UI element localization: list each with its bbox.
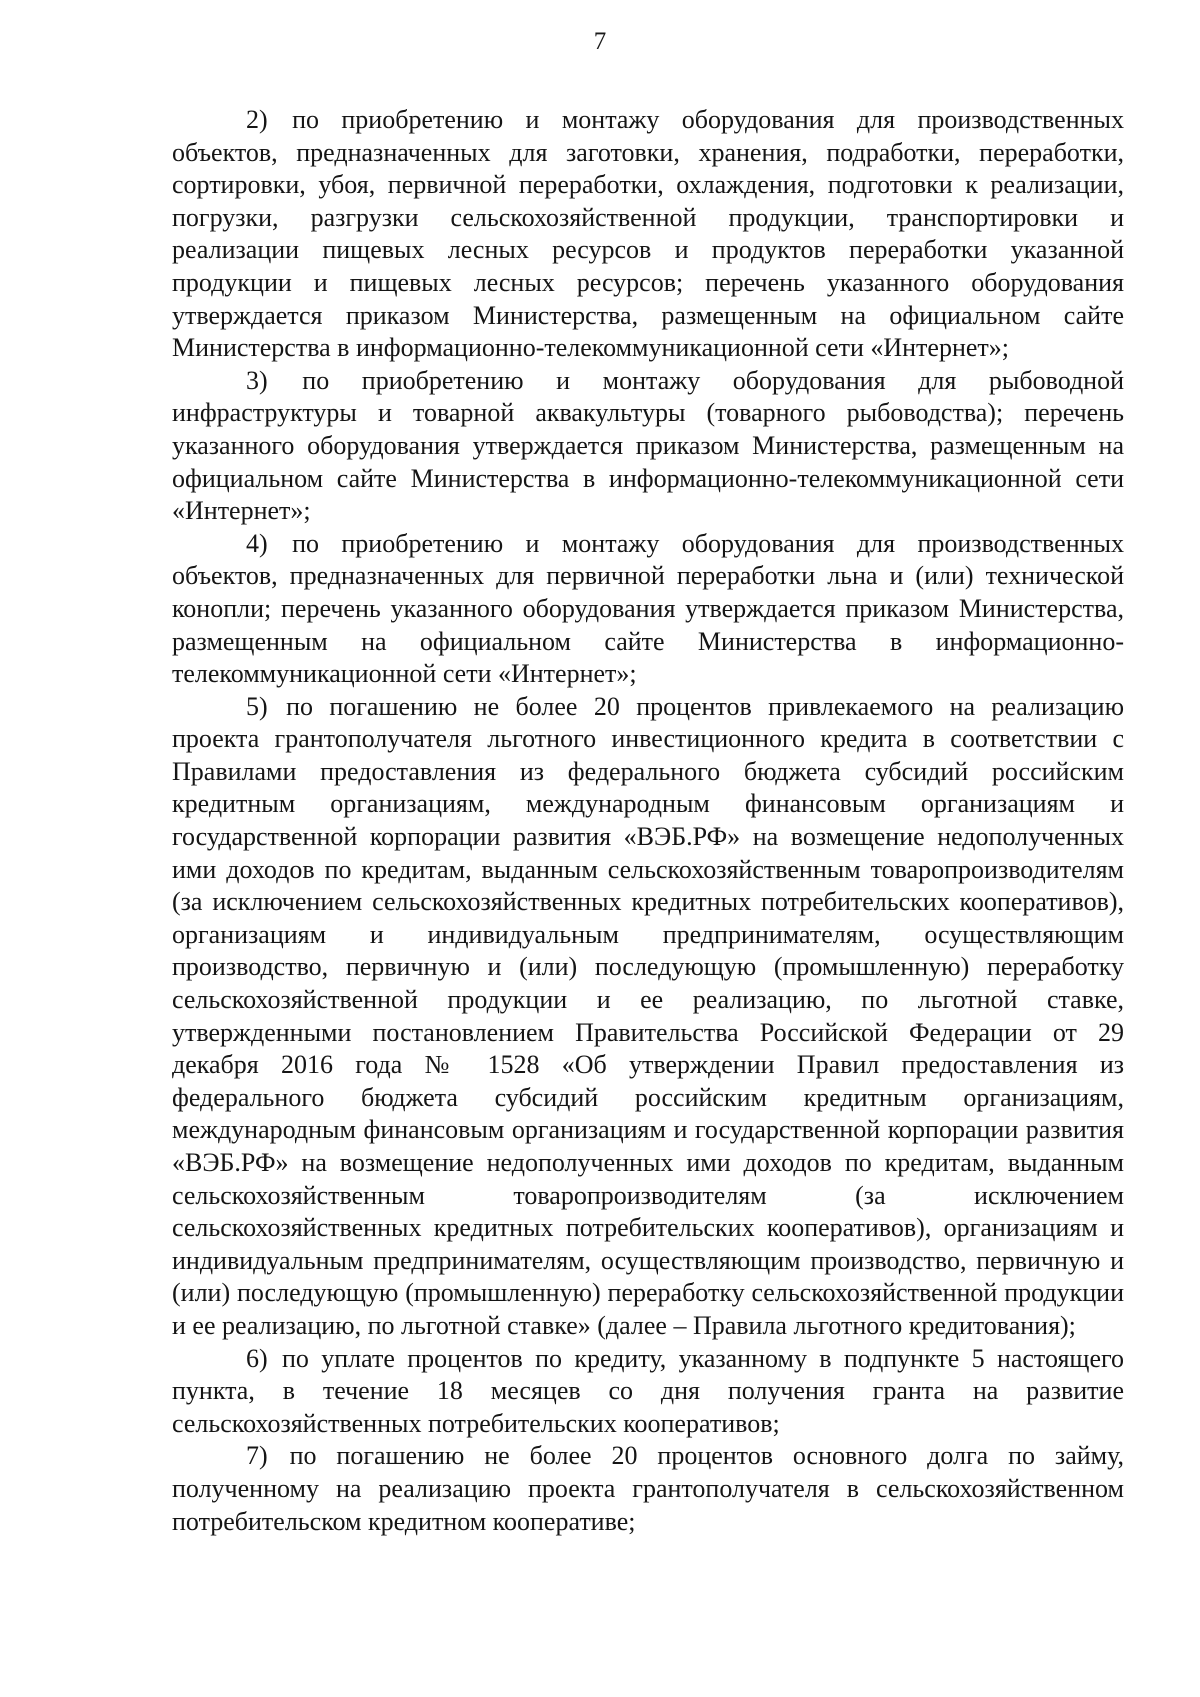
page-number: 7 (593, 28, 607, 55)
item-text: по приобретению и монтажу оборудования для рыбоводной инфраструктуры и товарной аквакультуры (товарного рыбоводства); перечень указанного оборудования утверждается приказом Министерства, размещенным на официальном сайте Министерства в информационно-телекоммуникационной сети «Интернет»; (172, 365, 1125, 526)
item-text: по погашению не более 20 процентов привлекаемого на реализацию проекта грантополучателя льготного инвестиционного кредита в соответствии с Правилами предоставления из федерального бюджета субсидий российским кредитным организациям, международным финансовым организациям и государственной корпорации развития «ВЭБ.РФ» на возмещение недополученных ими доходов по кредитам, выданным сельскохозяйственным товаропроизводителям (за исключением сельскохозяйственных кредитных потребительских кооперативов), организациям и индивидуальным предпринимателям, осуществляющим производство, первичную и (или) последующую (промышленную) переработку сельскохозяйственной продукции и ее реализацию, по льготной ставке, утвержденными постановлением Правительства Российской Федерации от 29 декабря 2016 года № 1528 «Об утверждении Правил предоставления из федерального бюджета субсидий российским кредитным организациям, международным финансовым организациям и государственной корпорации развития «ВЭБ.РФ» на возмещение недополученных ими доходов по кредитам, выданным сельскохозяйственным товаропроизводителям (за исключением сельскохозяйственных кредитных потребительских кооперативов), организациям и индивидуальным предпринимателям, осуществляющим производство, первичную и (или) последующую (промышленную) переработку сельскохозяйственной продукции и ее реализацию, по льготной ставке» (далее – Правила льготного кредитования); (172, 691, 1125, 1340)
list-item-7 (172, 1440, 1124, 1538)
list-item-4 (172, 528, 1124, 691)
item-text: по уплате процентов по кредиту, указанному в подпункте 5 настоящего пункта, в течение 18 месяцев со дня получения гранта на развитие сельскохозяйственных потребительских кооперативов; (172, 1343, 1124, 1438)
list-item-3 (172, 365, 1124, 528)
item-text: по приобретению и монтажу оборудования для производственных объектов, предназначенных для заготовки, хранения, подработки, переработки, сортировки, убоя, первичной переработки, охлаждения, подготовки к реализации, погрузки, разгрузки сельскохозяйственной продукции, транспортировки и реализации пищевых лесных ресурсов и продуктов переработки указанной продукции и пищевых лесных ресурсов; перечень указанного оборудования утверждается приказом Министерства, размещенным на официальном сайте Министерства в информационно-телекоммуникационной сети «Интернет»; (172, 105, 1125, 363)
document-body (172, 104, 1124, 1538)
item-text: по приобретению и монтажу оборудования для производственных объектов, предназначенных для первичной переработки льна и (или) технической конопли; перечень указанного оборудования утверждается приказом Министерства, размещенным на официальном сайте Министерства в информационно-телекоммуникационной сети «Интернет»; (172, 528, 1125, 689)
list-item-6 (172, 1343, 1124, 1441)
item-number: 2) (246, 105, 268, 134)
list-item-5 (172, 691, 1124, 1343)
item-text: по погашению не более 20 процентов основного долга по займу, полученному на реализацию проекта грантополучателя в сельскохозяйственном потребительском кредитном кооперативе; (172, 1441, 1124, 1536)
list-item-2 (172, 104, 1124, 365)
item-number: 6) (246, 1343, 268, 1373)
item-number: 5) (246, 691, 268, 721)
item-number: 4) (246, 528, 268, 558)
item-number: 7) (246, 1441, 268, 1471)
item-number: 3) (246, 365, 268, 395)
